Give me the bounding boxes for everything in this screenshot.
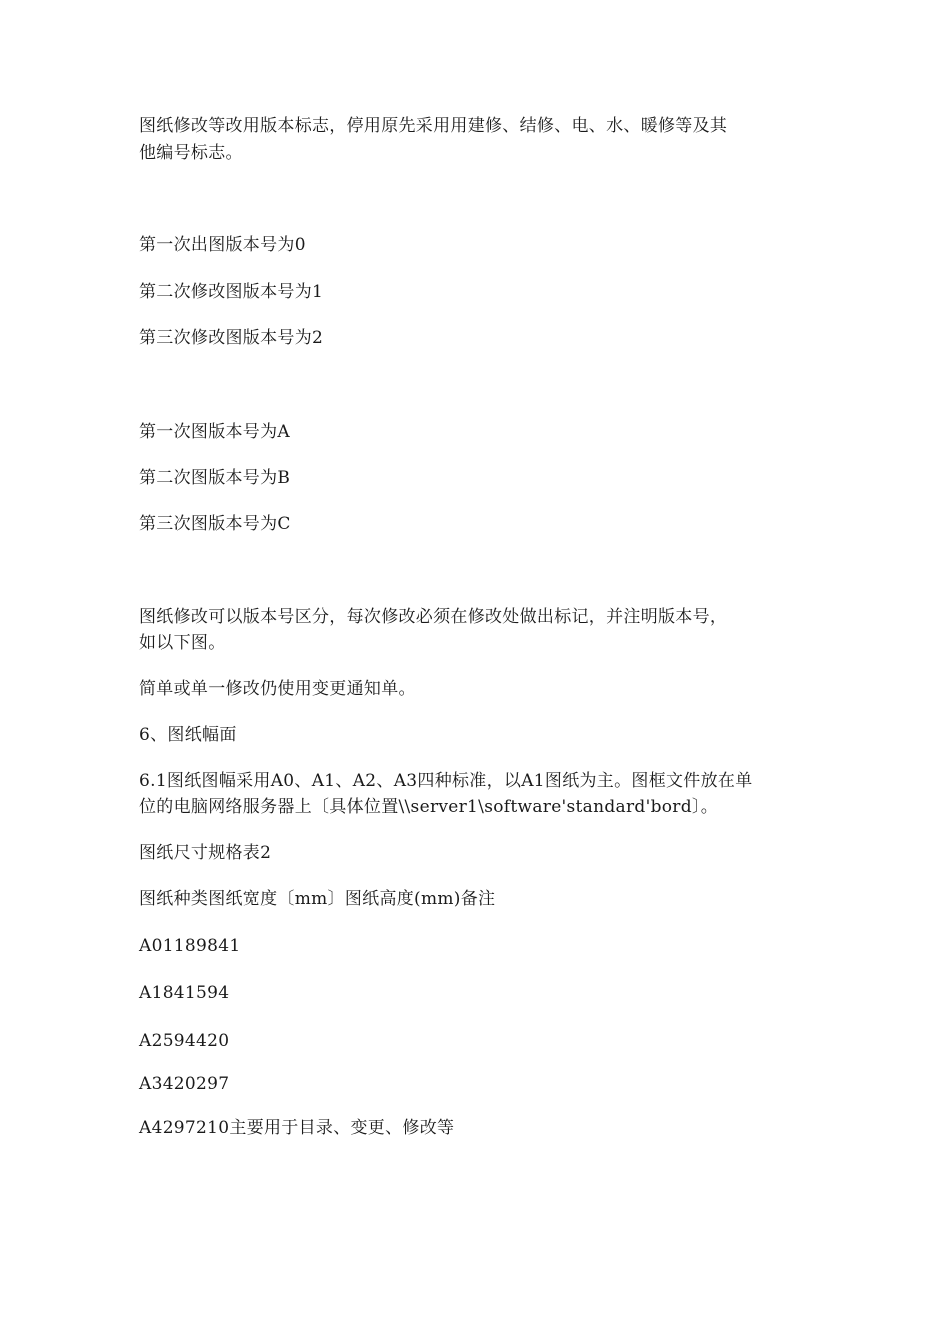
table-header-row: 图纸种类图纸宽度〔mm〕图纸高度(mm)备注: [139, 889, 496, 909]
version-first-a: 第一次图版本号为A: [139, 422, 290, 442]
paragraph-revision-marking-line-2: 如以下图。: [139, 633, 226, 653]
table-row-a0: A01189841: [139, 936, 241, 956]
paragraph-version-marking-line-2: 他编号标志。: [139, 143, 243, 163]
version-first-issue-0: 第一次出图版本号为0: [139, 235, 306, 255]
version-third-c: 第三次图版本号为C: [139, 514, 291, 534]
section-heading-drawing-size: 6、图纸幅面: [139, 725, 237, 745]
table-row-a2: A2594420: [139, 1031, 230, 1051]
table-row-a3: A3420297: [139, 1074, 230, 1094]
table-row-a1: A1841594: [139, 983, 230, 1003]
paragraph-version-marking-line-1: 图纸修改等改用版本标志，停用原先采用用建修、结修、电、水、暖修等及其: [139, 116, 728, 136]
version-second-revision-1: 第二次修改图版本号为1: [139, 282, 324, 302]
version-third-revision-2: 第三次修改图版本号为2: [139, 328, 324, 348]
table-row-a4: A4297210主要用于目录、变更、修改等: [139, 1118, 455, 1138]
paragraph-change-notice: 简单或单一修改仍使用变更通知单。: [139, 679, 416, 699]
paragraph-drawing-formats-line-1: 6.1图纸图幅采用A0、A1、A2、A3四种标准，以A1图纸为主。图框文件放在单: [139, 771, 753, 791]
paragraph-revision-marking-line-1: 图纸修改可以版本号区分，每次修改必须在修改处做出标记，并注明版本号，: [139, 607, 728, 627]
paragraph-drawing-formats-line-2: 位的电脑网络服务器上〔具体位置\\server1\software'standard'bord〕。: [139, 797, 718, 817]
table-caption: 图纸尺寸规格表2: [139, 843, 272, 863]
version-second-b: 第二次图版本号为B: [139, 468, 291, 488]
